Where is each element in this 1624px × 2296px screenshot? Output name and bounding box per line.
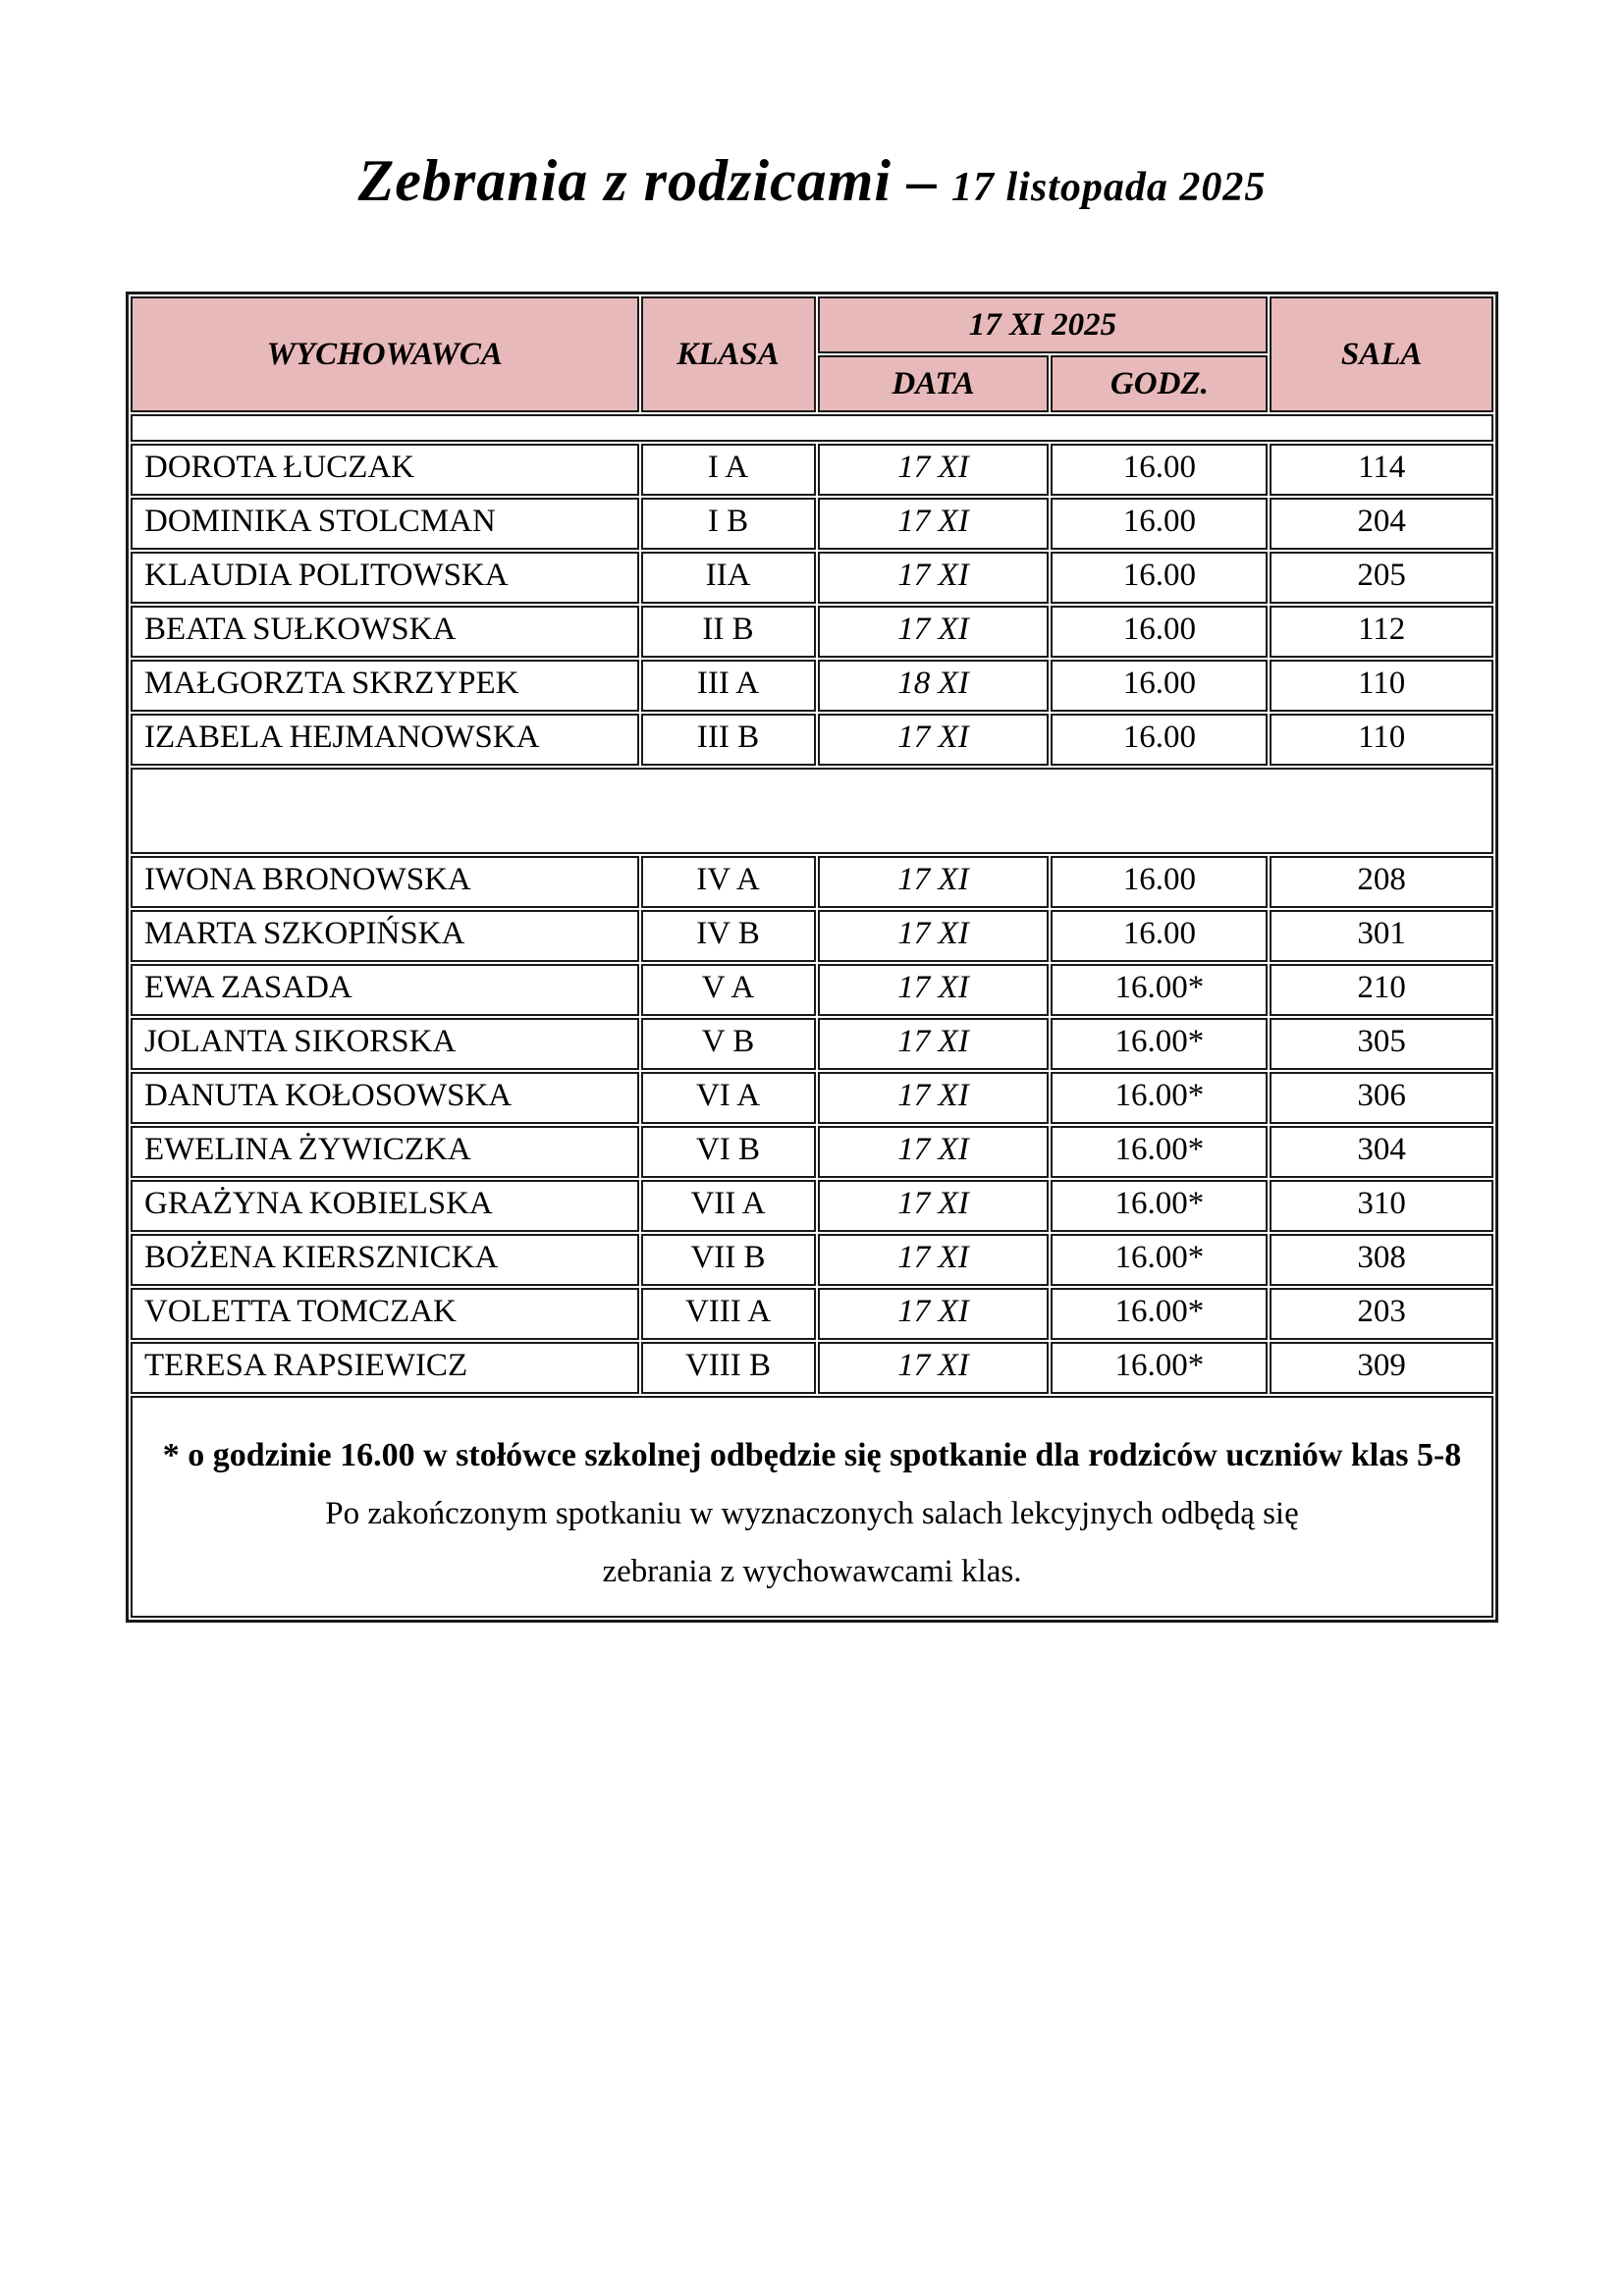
cell-wychowawca: DANUTA KOŁOSOWSKA [131, 1072, 639, 1124]
footnote-row [131, 1396, 1493, 1618]
cell-data: 17 XI [818, 1342, 1050, 1394]
cell-wychowawca: DOROTA ŁUCZAK [131, 444, 639, 496]
cell-klasa: II B [641, 606, 816, 658]
cell-godz: 16.00* [1051, 1234, 1268, 1286]
cell-sala: 310 [1270, 1180, 1493, 1232]
cell-godz: 16.00 [1051, 856, 1268, 908]
cell-godz: 16.00* [1051, 1288, 1268, 1340]
cell-godz: 16.00* [1051, 1072, 1268, 1124]
cell-godz: 16.00 [1051, 444, 1268, 496]
table-row [131, 964, 1493, 1016]
cell-wychowawca: DOMINIKA STOLCMAN [131, 498, 639, 550]
cell-sala: 305 [1270, 1018, 1493, 1070]
cell-sala: 210 [1270, 964, 1493, 1016]
table-row [131, 660, 1493, 712]
table-row [131, 1126, 1493, 1178]
footnote-cell [131, 1396, 1493, 1618]
cell-godz: 16.00* [1051, 1342, 1268, 1394]
cell-data: 17 XI [818, 714, 1050, 766]
cell-wychowawca: GRAŻYNA KOBIELSKA [131, 1180, 639, 1232]
cell-wychowawca: IWONA BRONOWSKA [131, 856, 639, 908]
cell-data: 18 XI [818, 660, 1050, 712]
table-row [131, 1072, 1493, 1124]
header-data: DATA [818, 355, 1050, 412]
page-title-main: Zebrania z rodzicami – [357, 148, 938, 213]
cell-klasa: VI A [641, 1072, 816, 1124]
cell-wychowawca: BEATA SUŁKOWSKA [131, 606, 639, 658]
cell-data: 17 XI [818, 606, 1050, 658]
table-row [131, 1288, 1493, 1340]
cell-klasa: VI B [641, 1126, 816, 1178]
table-row [131, 606, 1493, 658]
cell-sala: 112 [1270, 606, 1493, 658]
cell-klasa: I A [641, 444, 816, 496]
cell-sala: 114 [1270, 444, 1493, 496]
cell-data: 17 XI [818, 444, 1050, 496]
cell-wychowawca: EWA ZASADA [131, 964, 639, 1016]
footnote-line-2: Po zakończonym spotkaniu w wyznaczonych salach lekcyjnych odbędą się [325, 1496, 1299, 1531]
cell-godz: 16.00 [1051, 714, 1268, 766]
cell-data: 17 XI [818, 1288, 1050, 1340]
cell-godz: 16.00* [1051, 1126, 1268, 1178]
cell-godz: 16.00* [1051, 964, 1268, 1016]
header-wychowawca: WYCHOWAWCA [131, 296, 639, 412]
cell-klasa: VIII A [641, 1288, 816, 1340]
header-godz: GODZ. [1051, 355, 1268, 412]
cell-klasa: VIII B [641, 1342, 816, 1394]
cell-data: 17 XI [818, 498, 1050, 550]
cell-wychowawca: JOLANTA SIKORSKA [131, 1018, 639, 1070]
cell-sala: 304 [1270, 1126, 1493, 1178]
table-row [131, 1234, 1493, 1286]
cell-klasa: V B [641, 1018, 816, 1070]
cell-sala: 110 [1270, 660, 1493, 712]
cell-klasa: I B [641, 498, 816, 550]
cell-wychowawca: EWELINA ŻYWICZKA [131, 1126, 639, 1178]
page-title [0, 147, 1624, 215]
cell-data: 17 XI [818, 1072, 1050, 1124]
cell-sala: 309 [1270, 1342, 1493, 1394]
cell-godz: 16.00 [1051, 498, 1268, 550]
cell-sala: 208 [1270, 856, 1493, 908]
cell-data: 17 XI [818, 856, 1050, 908]
cell-sala: 204 [1270, 498, 1493, 550]
cell-godz: 16.00 [1051, 606, 1268, 658]
cell-data: 17 XI [818, 1018, 1050, 1070]
table-row [131, 1018, 1493, 1070]
cell-godz: 16.00 [1051, 660, 1268, 712]
table-row [131, 714, 1493, 766]
cell-data: 17 XI [818, 910, 1050, 962]
cell-godz: 16.00* [1051, 1180, 1268, 1232]
header-sala: SALA [1270, 296, 1493, 412]
cell-godz: 16.00 [1051, 552, 1268, 604]
cell-godz: 16.00 [1051, 910, 1268, 962]
cell-sala: 205 [1270, 552, 1493, 604]
spacer-row-gap [131, 768, 1493, 854]
cell-klasa: III B [641, 714, 816, 766]
cell-wychowawca: KLAUDIA POLITOWSKA [131, 552, 639, 604]
table-row [131, 498, 1493, 550]
meetings-table [126, 292, 1498, 1623]
cell-wychowawca: TERESA RAPSIEWICZ [131, 1342, 639, 1394]
footnote-line-1: * o godzinie 16.00 w stołówce szkolnej odbędzie się spotkanie dla rodziców uczniów klas 5-8 [162, 1437, 1462, 1473]
table-row [131, 910, 1493, 962]
table-header [131, 296, 1493, 412]
cell-data: 17 XI [818, 1234, 1050, 1286]
cell-wychowawca: VOLETTA TOMCZAK [131, 1288, 639, 1340]
cell-wychowawca: IZABELA HEJMANOWSKA [131, 714, 639, 766]
footnote-line-3: zebrania z wychowawcami klas. [602, 1554, 1022, 1589]
cell-klasa: VII A [641, 1180, 816, 1232]
cell-sala: 308 [1270, 1234, 1493, 1286]
page-title-date: 17 listopada 2025 [951, 165, 1267, 210]
cell-klasa: IV A [641, 856, 816, 908]
spacer-cell [131, 768, 1493, 854]
table-row [131, 444, 1493, 496]
cell-klasa: III A [641, 660, 816, 712]
cell-godz: 16.00* [1051, 1018, 1268, 1070]
cell-wychowawca: BOŻENA KIERSZNICKA [131, 1234, 639, 1286]
cell-wychowawca: MARTA SZKOPIŃSKA [131, 910, 639, 962]
cell-sala: 110 [1270, 714, 1493, 766]
cell-sala: 301 [1270, 910, 1493, 962]
cell-data: 17 XI [818, 1180, 1050, 1232]
header-klasa: KLASA [641, 296, 816, 412]
cell-data: 17 XI [818, 1126, 1050, 1178]
table-row [131, 1180, 1493, 1232]
table-row [131, 856, 1493, 908]
header-date-group: 17 XI 2025 [818, 296, 1269, 353]
cell-data: 17 XI [818, 964, 1050, 1016]
cell-sala: 306 [1270, 1072, 1493, 1124]
table-row [131, 1342, 1493, 1394]
spacer-row-thin [131, 414, 1493, 442]
cell-klasa: IV B [641, 910, 816, 962]
table-row [131, 552, 1493, 604]
cell-data: 17 XI [818, 552, 1050, 604]
spacer-cell [131, 414, 1493, 442]
cell-sala: 203 [1270, 1288, 1493, 1340]
cell-wychowawca: MAŁGORZTA SKRZYPEK [131, 660, 639, 712]
cell-klasa: IIA [641, 552, 816, 604]
cell-klasa: V A [641, 964, 816, 1016]
cell-klasa: VII B [641, 1234, 816, 1286]
